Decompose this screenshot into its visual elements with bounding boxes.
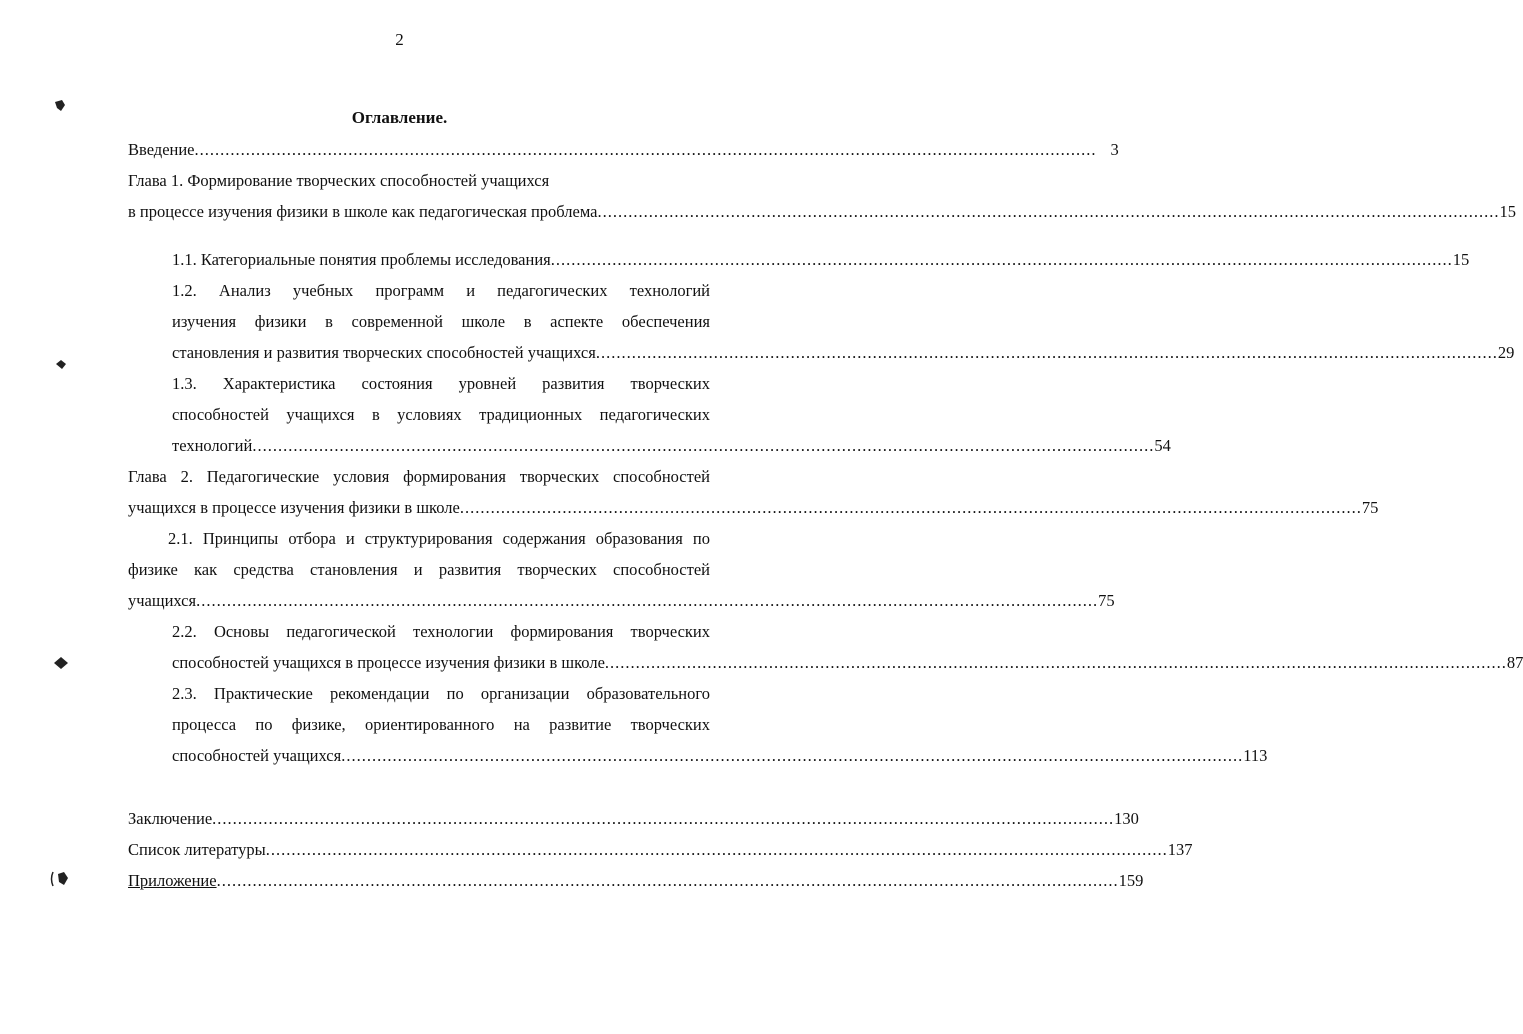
toc-chapter1-line1: Глава 1. Формирование творческих способностей учащихся bbox=[128, 171, 550, 190]
toc-entry-references bbox=[128, 840, 1193, 860]
dot-leader: ................................................................................................................................................................................ bbox=[216, 871, 1119, 890]
dot-leader: ................................................................................................................................................................................ bbox=[265, 840, 1168, 859]
page-number: 2 bbox=[395, 30, 404, 49]
toc-section-2-1-line1: 2.1. Принципы отбора и структурирования содержания образования по bbox=[168, 529, 710, 548]
scan-mark-icon bbox=[52, 98, 68, 114]
scan-mark-icon bbox=[54, 358, 68, 372]
toc-entry-page: 15 bbox=[1499, 202, 1516, 221]
toc-section-2-2-line2 bbox=[172, 653, 1523, 673]
dot-leader: ................................................................................................................................................................................ bbox=[550, 250, 1453, 269]
dot-leader: ................................................................................................................................................................................ bbox=[196, 591, 1099, 610]
toc-entry-text: 1.1. Категориальные понятия проблемы исследования bbox=[172, 250, 551, 269]
toc-entry-text: Введение bbox=[128, 140, 195, 159]
toc-entry-text: технологий bbox=[172, 436, 253, 455]
toc-entry-page: 3 bbox=[1110, 140, 1119, 159]
dot-leader: ................................................................................................................................................................................ bbox=[252, 436, 1155, 455]
toc-entry-text: Заключение bbox=[128, 809, 213, 828]
toc-chapter2-line1: Глава 2. Педагогические условия формирования творческих способностей bbox=[128, 467, 710, 486]
toc-section-1-2-line2: изучения физики в современной школе в аспекте обеспечения bbox=[172, 312, 710, 331]
toc-section-2-1-line3 bbox=[128, 591, 1115, 611]
toc-entry-page: 29 bbox=[1497, 343, 1515, 362]
toc-section-1-3-line2: способностей учащихся в условиях традиционных педагогических bbox=[172, 405, 710, 424]
toc-chapter1-line2 bbox=[128, 202, 1516, 222]
toc-section-1-2-line3 bbox=[172, 343, 1515, 363]
toc-entry-page: 87 bbox=[1506, 653, 1523, 672]
toc-entry-text: способностей учащихся bbox=[172, 746, 342, 765]
dot-leader: ................................................................................................................................................................................ bbox=[597, 202, 1500, 221]
toc-section-2-3-line1: 2.3. Практические рекомендации по организации образовательного bbox=[172, 684, 710, 703]
toc-section-1-3-line1: 1.3. Характеристика состояния уровней развития творческих bbox=[172, 374, 710, 393]
toc-entry-page: 130 bbox=[1114, 809, 1139, 828]
toc-entry-text: Список литературы bbox=[128, 840, 266, 859]
toc-entry-page: 137 bbox=[1167, 840, 1193, 859]
dot-leader: ................................................................................................................................................................................ bbox=[604, 653, 1507, 672]
toc-entry-page: 159 bbox=[1118, 871, 1144, 890]
dot-leader: ................................................................................................................................................................................ bbox=[595, 343, 1498, 362]
dot-leader: ................................................................................................................................................................................ bbox=[341, 746, 1244, 765]
dot-leader: ................................................................................................................................................................................ bbox=[459, 498, 1362, 517]
scan-mark-icon bbox=[50, 870, 72, 888]
toc-entry-text: становления и развития творческих способностей учащихся bbox=[172, 343, 596, 362]
toc-entry-page: 54 bbox=[1154, 436, 1171, 455]
toc-section-2-3-line2: процесса по физике, ориентированного на развитие творческих bbox=[172, 715, 710, 734]
toc-entry-text: в процессе изучения физики в школе как педагогическая проблема bbox=[128, 202, 598, 221]
toc-entry-appendix bbox=[128, 871, 1144, 891]
toc-entry-intro bbox=[128, 140, 1119, 160]
toc-entry-text: учащихся в процессе изучения физики в школе bbox=[128, 498, 460, 517]
toc-entry-conclusion bbox=[128, 809, 1139, 829]
scan-mark-icon bbox=[53, 655, 69, 671]
toc-section-1-3-line3 bbox=[172, 436, 1171, 456]
toc-entry-page: 75 bbox=[1361, 498, 1379, 517]
toc-entry-page: 113 bbox=[1243, 746, 1268, 765]
toc-section-1-1 bbox=[172, 250, 1470, 270]
toc-section-2-3-line3 bbox=[172, 746, 1268, 766]
toc-entry-page: 15 bbox=[1452, 250, 1470, 269]
toc-entry-page: 75 bbox=[1098, 591, 1115, 610]
toc-title: Оглавление. bbox=[351, 108, 448, 127]
toc-entry-text: способностей учащихся в процессе изучения физики в школе bbox=[172, 653, 605, 672]
toc-entry-text: Приложение bbox=[128, 871, 217, 890]
toc-section-2-2-line1: 2.2. Основы педагогической технологии формирования творческих bbox=[172, 622, 710, 641]
toc-section-1-2-line1: 1.2. Анализ учебных программ и педагогических технологий bbox=[172, 281, 710, 300]
toc-entry-text: учащихся bbox=[128, 591, 197, 610]
dot-leader: ................................................................................................................................................................................ bbox=[212, 809, 1115, 828]
dot-leader: ................................................................................................................................................................................ bbox=[194, 140, 1097, 159]
toc-section-2-1-line2: физике как средства становления и развития творческих способностей bbox=[128, 560, 710, 579]
toc-chapter2-line2 bbox=[128, 498, 1379, 518]
